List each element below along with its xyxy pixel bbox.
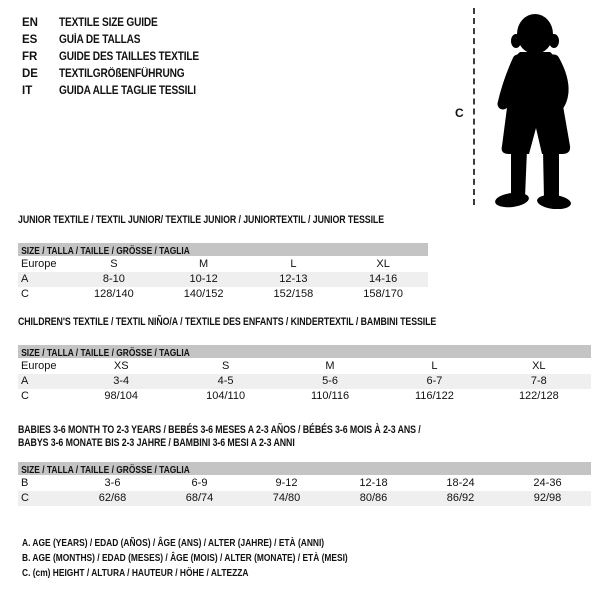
language-code: ES	[22, 34, 38, 46]
size-header-bar	[18, 462, 591, 475]
children-size-table-section	[18, 316, 591, 404]
cell-value: 12-13	[279, 273, 308, 285]
language-row	[22, 83, 218, 100]
row-label: B	[21, 477, 29, 489]
babies-size-table-section	[18, 424, 591, 506]
cell-value: 4-5	[217, 375, 234, 387]
cell-value: 158/170	[363, 288, 403, 300]
cell-value: L	[290, 258, 297, 270]
row-label: A	[21, 375, 29, 387]
language-title: TEXTILE SIZE GUIDE	[59, 17, 158, 29]
table-row	[18, 389, 591, 404]
row-label: A	[21, 273, 29, 285]
size-header-bar	[18, 243, 428, 256]
cell-value: XL	[376, 258, 390, 270]
height-measure-label: C	[455, 106, 464, 120]
language-title: GUIDE DES TAILLES TEXTILE	[59, 51, 199, 63]
toddler-silhouette-icon	[478, 4, 578, 209]
footnote: B. AGE (MONTHS) / EDAD (MESES) / ÂGE (MOIS) / ALTER (MONATE) / ETÀ (MESI)	[22, 552, 348, 564]
footnotes	[22, 536, 429, 581]
cell-value: XS	[113, 360, 129, 372]
cell-value: 86/92	[446, 492, 475, 504]
table-row	[18, 257, 428, 272]
row-label: Europe	[21, 258, 57, 270]
size-header-text: SIZE / TALLA / TAILLE / GRÖSSE / TAGLIA	[21, 464, 190, 476]
table-title: CHILDREN'S TEXTILE / TEXTIL NIÑO/A / TEXTILE DES ENFANTS / KINDERTEXTIL / BAMBINI TESSILE	[18, 316, 437, 328]
language-title: GUIDA ALLE TAGLIE TESSILI	[59, 85, 196, 97]
language-code: DE	[22, 68, 38, 80]
size-header-text: SIZE / TALLA / TAILLE / GRÖSSE / TAGLIA	[21, 347, 190, 359]
table-title: BABYS 3-6 MONATE BIS 2-3 JAHRE / BAMBINI 3-6 MESI A 2-3 ANNI	[18, 437, 295, 449]
cell-value: 3-6	[104, 477, 121, 489]
cell-value: 74/80	[272, 492, 301, 504]
cell-value: 68/74	[185, 492, 214, 504]
cell-value: 98/104	[104, 390, 139, 402]
cell-value: M	[325, 360, 335, 372]
language-row	[22, 66, 218, 83]
cell-value: 12-18	[359, 477, 388, 489]
cell-value: 92/98	[533, 492, 562, 504]
table-rows	[18, 257, 428, 302]
language-code: EN	[22, 17, 38, 29]
cell-value: 3-4	[113, 375, 130, 387]
cell-value: 5-6	[322, 375, 338, 387]
table-rows	[18, 359, 591, 404]
junior-size-table-section	[18, 214, 428, 302]
cell-value: 10-12	[189, 273, 218, 285]
table-row	[18, 272, 428, 287]
cell-value: 122/128	[518, 390, 559, 402]
size-table	[18, 345, 591, 404]
cell-value: XL	[532, 360, 546, 372]
table-title: BABIES 3-6 MONTH TO 2-3 YEARS / BEBÉS 3-6 MESES A 2-3 AÑOS / BÉBÉS 3-6 MOIS À 2-3 ANS /	[18, 424, 421, 436]
language-code: FR	[22, 51, 38, 63]
height-measure-dashed-line	[473, 8, 475, 205]
table-row	[18, 374, 591, 389]
cell-value: L	[431, 360, 438, 372]
language-title: GUÍA DE TALLAS	[59, 34, 141, 46]
table-row	[18, 287, 428, 302]
size-table	[18, 462, 591, 506]
cell-value: 18-24	[446, 477, 475, 489]
language-title: TEXTILGRÖßENFÜHRUNG	[59, 68, 185, 80]
footnote: A. AGE (YEARS) / EDAD (AÑOS) / ÂGE (ANS) / ALTER (JAHRE) / ETÀ (ANNI)	[22, 537, 325, 549]
table-row	[18, 359, 591, 374]
table-title-block	[18, 424, 591, 450]
table-title: JUNIOR TEXTILE / TEXTIL JUNIOR/ TEXTILE JUNIOR / JUNIORTEXTIL / JUNIOR TESSILE	[18, 214, 385, 226]
cell-value: 62/68	[98, 492, 127, 504]
table-title-block	[18, 214, 428, 227]
row-label: C	[21, 390, 29, 402]
row-label: C	[21, 492, 29, 504]
language-header	[22, 15, 218, 100]
cell-value: 6-9	[191, 477, 208, 489]
cell-value: 8-10	[102, 273, 125, 285]
cell-value: S	[110, 258, 118, 270]
size-header-bar	[18, 345, 591, 358]
language-row	[22, 49, 218, 66]
row-label: C	[21, 288, 29, 300]
cell-value: 14-16	[369, 273, 398, 285]
cell-value: S	[221, 360, 230, 372]
footnote: C. (cm) HEIGHT / ALTURA / HAUTEUR / HÖHE / ALTEZZA	[22, 567, 249, 579]
cell-value: 6-7	[426, 375, 443, 387]
row-label: Europe	[21, 360, 57, 372]
cell-value: 7-8	[530, 375, 547, 387]
cell-value: 110/116	[310, 390, 350, 402]
table-rows	[18, 476, 591, 506]
cell-value: 140/152	[183, 288, 224, 300]
language-code: IT	[22, 85, 33, 97]
cell-value: 80/86	[359, 492, 388, 504]
table-row	[18, 476, 591, 491]
table-row	[18, 491, 591, 506]
cell-value: 116/122	[414, 390, 454, 402]
language-row	[22, 15, 218, 32]
table-title-block	[18, 316, 591, 329]
cell-value: 128/140	[93, 288, 134, 300]
size-header-text: SIZE / TALLA / TAILLE / GRÖSSE / TAGLIA	[21, 245, 190, 257]
cell-value: 24-36	[533, 477, 562, 489]
cell-value: 9-12	[275, 477, 298, 489]
cell-value: 104/110	[206, 390, 246, 402]
language-row	[22, 32, 218, 49]
cell-value: M	[199, 258, 209, 270]
cell-value: 152/158	[273, 288, 314, 300]
size-table	[18, 243, 428, 302]
